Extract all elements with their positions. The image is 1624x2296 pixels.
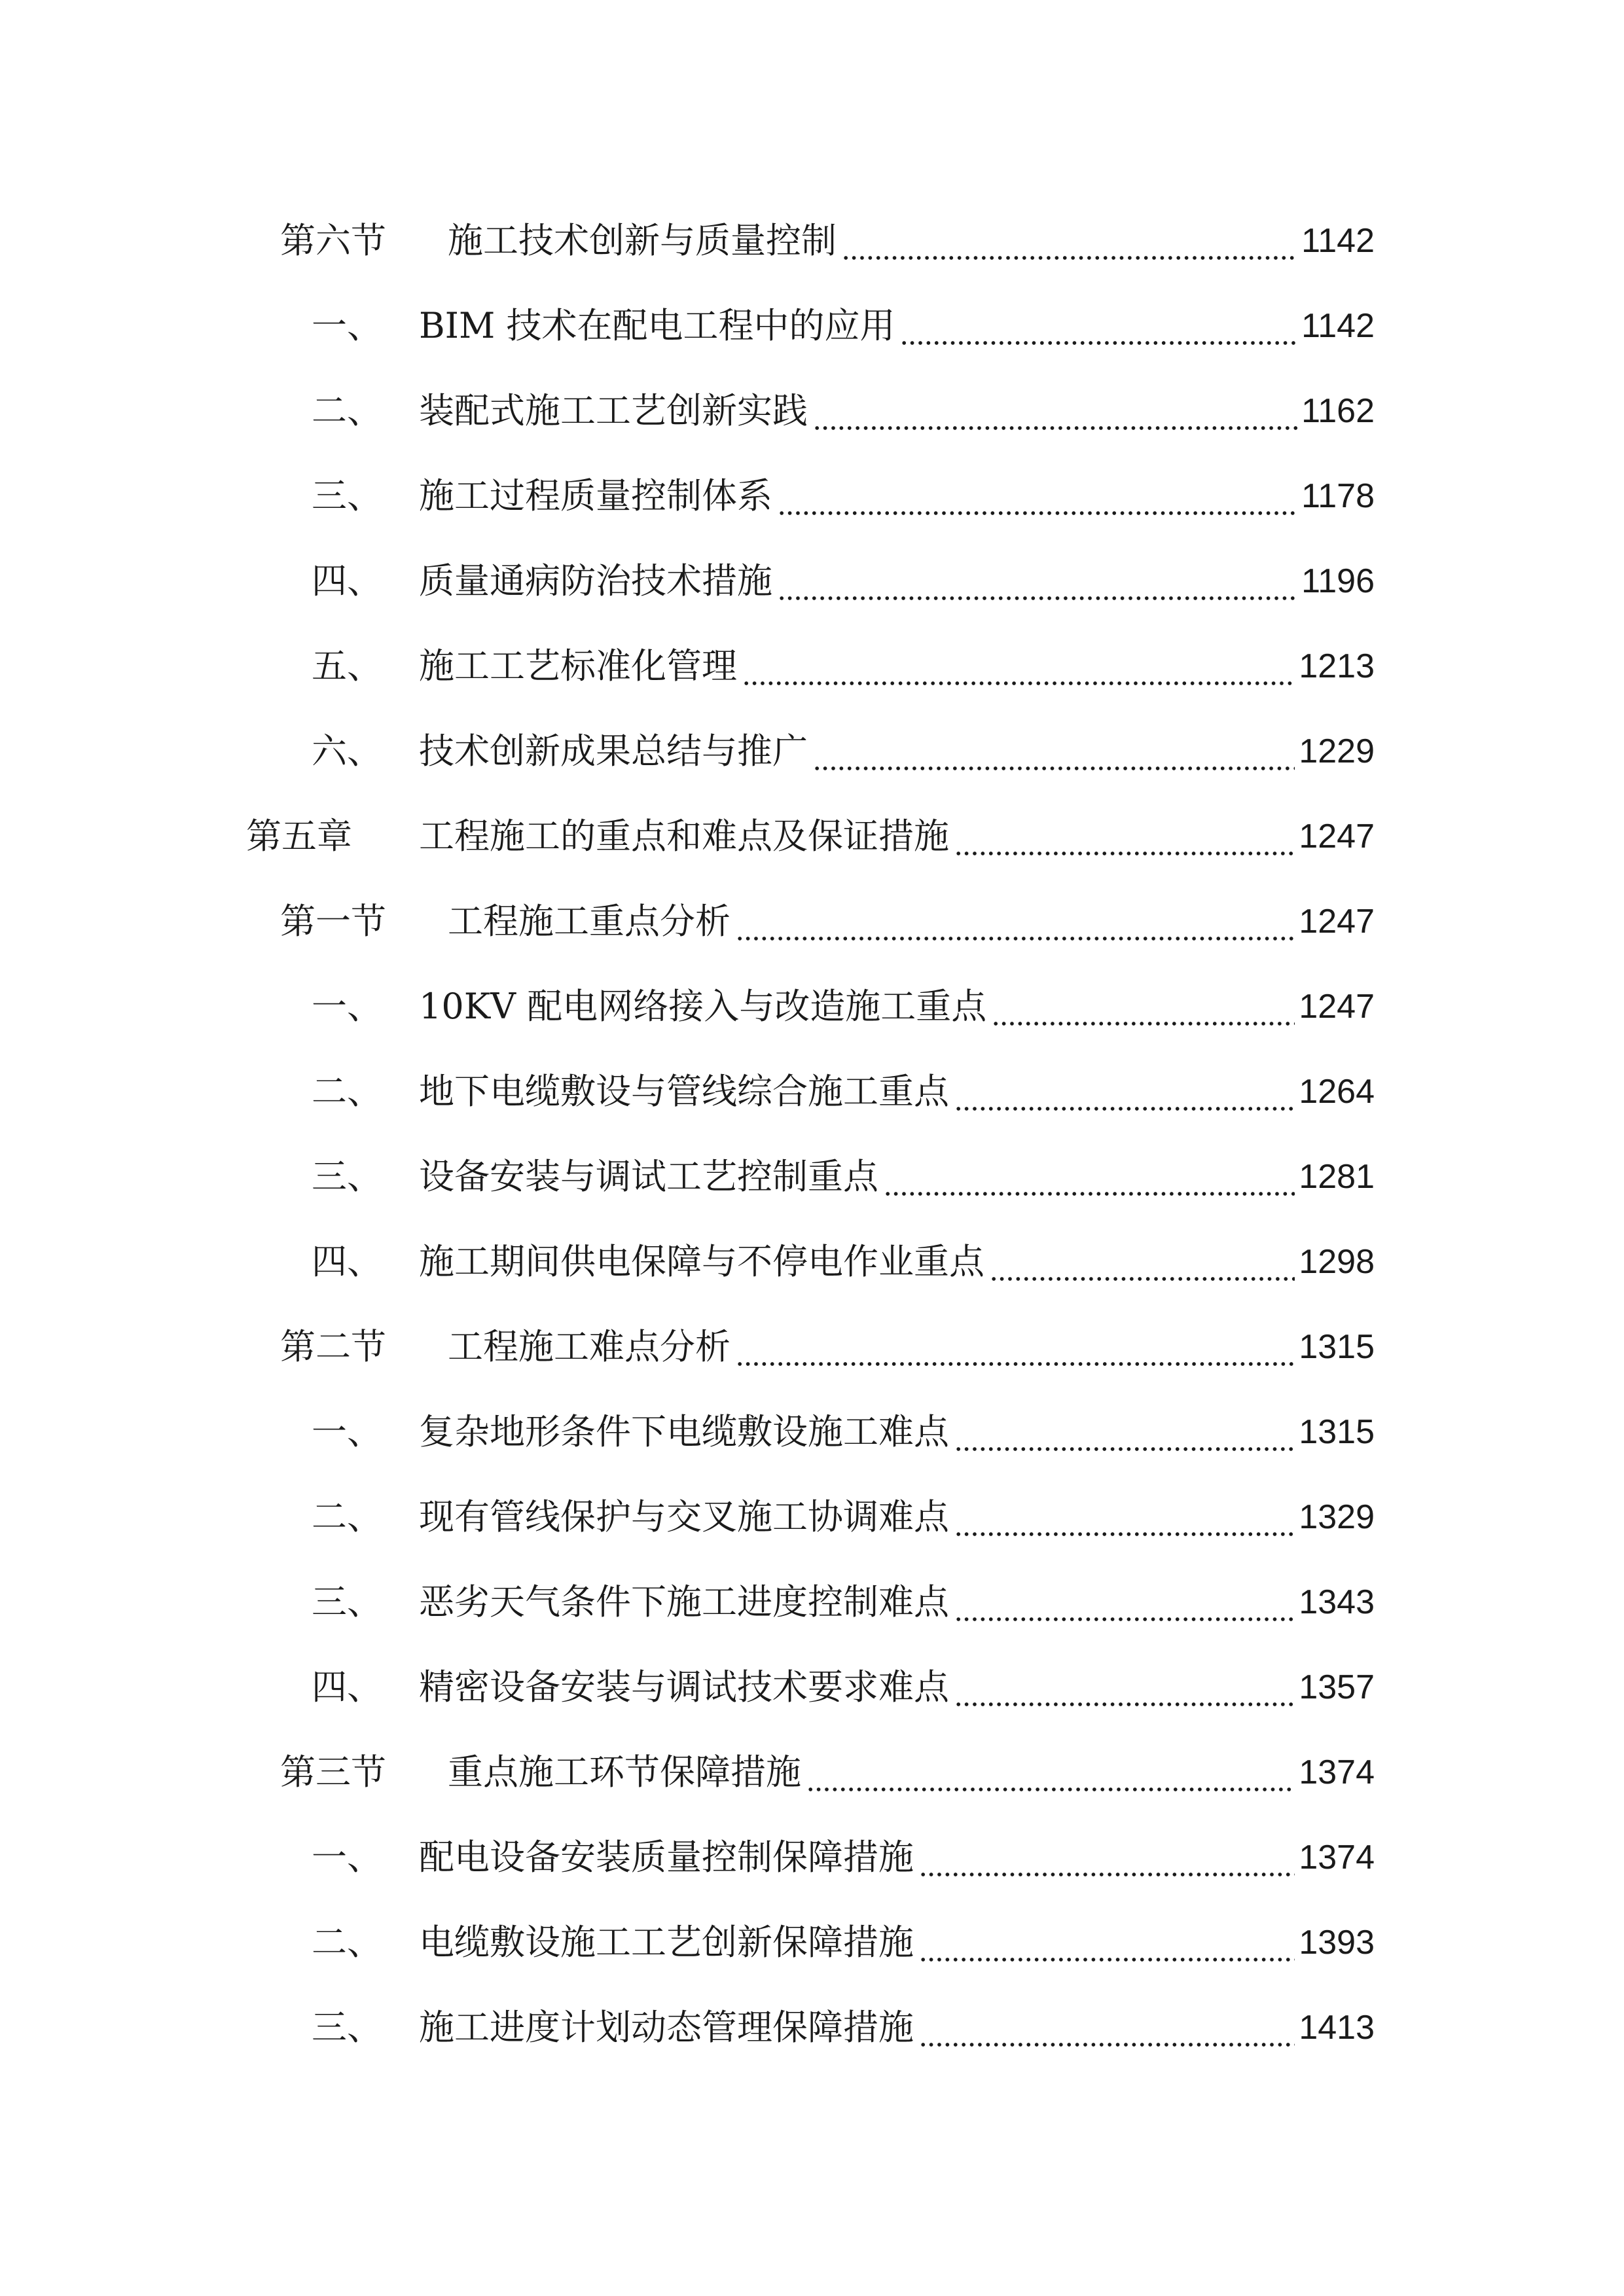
- toc-entry[interactable]: [0, 804, 1624, 869]
- toc-entry-number: 三、: [312, 1156, 382, 1197]
- toc-entry-title: 电缆敷设施工工艺创新保障措施: [419, 1922, 914, 1963]
- toc-entry[interactable]: [0, 463, 1624, 529]
- toc-entry-number: 三、: [312, 2007, 382, 2048]
- dot-leader: [954, 1655, 1295, 1720]
- toc-entry-title: 精密设备安装与调试技术要求难点: [419, 1666, 949, 1708]
- toc-entry-page: 1142: [1301, 307, 1375, 345]
- toc-entry-page: 1343: [1299, 1583, 1375, 1621]
- toc-entry-title: 质量通病防治技术措施: [419, 560, 772, 601]
- toc-entry[interactable]: [0, 1740, 1624, 1805]
- toc-entry[interactable]: [0, 1314, 1624, 1380]
- toc-entry-title: 恶劣天气条件下施工进度控制难点: [419, 1581, 949, 1623]
- dot-leader: [990, 1229, 1295, 1295]
- dot-leader: [813, 378, 1297, 444]
- dot-leader: [884, 1144, 1295, 1210]
- toc-entry-page: 1315: [1299, 1328, 1375, 1366]
- toc-entry-title: 工程施工重点分析: [448, 901, 731, 942]
- toc-entry[interactable]: [0, 889, 1624, 954]
- toc-entry-title: 施工进度计划动态管理保障措施: [419, 2007, 914, 2048]
- toc-entry[interactable]: [0, 548, 1624, 614]
- toc-entry-page: 1374: [1299, 1839, 1375, 1876]
- toc-entry-number: 二、: [312, 1496, 382, 1537]
- toc-entry-title: 设备安装与调试工艺控制重点: [419, 1156, 878, 1197]
- dot-leader: [954, 1399, 1295, 1465]
- toc-entry-title: 工程施工难点分析: [448, 1326, 731, 1367]
- toc-entry-number: 第六节: [280, 220, 386, 261]
- dot-leader: [919, 1825, 1295, 1890]
- dot-leader: [742, 634, 1295, 699]
- toc-entry-page: 1213: [1299, 647, 1375, 685]
- dot-leader: [954, 1059, 1295, 1124]
- dot-leader: [992, 974, 1295, 1039]
- toc-entry[interactable]: [0, 1910, 1624, 1975]
- toc-entry[interactable]: [0, 1144, 1624, 1210]
- toc-entry-title: 施工期间供电保障与不停电作业重点: [419, 1241, 984, 1282]
- toc-entry[interactable]: [0, 974, 1624, 1039]
- toc-entry-page: 1374: [1299, 1753, 1375, 1791]
- toc-entry[interactable]: [0, 1059, 1624, 1124]
- toc-entry-title: 配电设备安装质量控制保障措施: [419, 1837, 914, 1878]
- toc-entry-page: 1142: [1301, 222, 1375, 260]
- toc-entry[interactable]: [0, 378, 1624, 444]
- toc-entry-number: 一、: [312, 986, 382, 1027]
- toc-entry-page: 1393: [1299, 1924, 1375, 1962]
- toc-entry-number: 二、: [312, 1071, 382, 1112]
- toc-entry-number: 一、: [312, 305, 382, 346]
- toc-entry-number: 四、: [312, 1666, 382, 1708]
- toc-entry-number: 第二节: [280, 1326, 386, 1367]
- toc-entry-number: 三、: [312, 475, 382, 516]
- toc-entry-number: 二、: [312, 1922, 382, 1963]
- dot-leader: [736, 1314, 1295, 1380]
- toc-entry-page: 1247: [1299, 988, 1375, 1026]
- toc-entry[interactable]: [0, 1399, 1624, 1465]
- dot-leader: [954, 1484, 1295, 1550]
- toc-entry-number: 六、: [312, 730, 382, 772]
- dot-leader: [778, 548, 1297, 614]
- dot-leader: [778, 463, 1297, 529]
- toc-entry-page: 1196: [1301, 562, 1375, 600]
- toc-entry[interactable]: [0, 1825, 1624, 1890]
- toc-entry[interactable]: [0, 1655, 1624, 1720]
- toc-entry-title: 工程施工的重点和难点及保证措施: [419, 816, 949, 857]
- toc-entry-page: 1281: [1299, 1158, 1375, 1196]
- toc-entry-number: 一、: [312, 1837, 382, 1878]
- dot-leader: [806, 1740, 1295, 1805]
- toc-entry-title: 10KV 配电网络接入与改造施工重点: [419, 986, 987, 1027]
- dot-leader: [842, 208, 1297, 274]
- toc-entry-number: 一、: [312, 1411, 382, 1452]
- dot-leader: [919, 1910, 1295, 1975]
- toc-entry-page: 1247: [1299, 817, 1375, 855]
- toc-entry-number: 第三节: [280, 1751, 386, 1793]
- toc-entry-page: 1247: [1299, 903, 1375, 941]
- toc-entry-number: 二、: [312, 390, 382, 431]
- toc-entry-number: 第一节: [280, 901, 386, 942]
- dot-leader: [900, 293, 1297, 359]
- toc-entry-page: 1162: [1301, 392, 1375, 430]
- dot-leader: [954, 1570, 1295, 1635]
- toc-entry[interactable]: [0, 1995, 1624, 2060]
- dot-leader: [813, 719, 1295, 784]
- toc-entry[interactable]: [0, 719, 1624, 784]
- toc-entry-number: 四、: [312, 1241, 382, 1282]
- dot-leader: [954, 804, 1295, 869]
- toc-entry-page: 1357: [1299, 1668, 1375, 1706]
- dot-leader: [736, 889, 1295, 954]
- toc-entry-number: 第五章: [246, 816, 352, 857]
- toc-entry-page: 1229: [1299, 732, 1375, 770]
- toc-entry-title: 重点施工环节保障措施: [448, 1751, 801, 1793]
- toc-entry-page: 1264: [1299, 1073, 1375, 1111]
- toc-entry-title: 地下电缆敷设与管线综合施工重点: [419, 1071, 949, 1112]
- toc-entry-page: 1413: [1299, 2009, 1375, 2047]
- toc-entry-title: 施工过程质量控制体系: [419, 475, 772, 516]
- toc-entry[interactable]: [0, 1229, 1624, 1295]
- toc-entry[interactable]: [0, 208, 1624, 274]
- toc-entry-number: 四、: [312, 560, 382, 601]
- toc-entry[interactable]: [0, 1570, 1624, 1635]
- toc-entry-title: 技术创新成果总结与推广: [419, 730, 808, 772]
- toc-entry[interactable]: [0, 293, 1624, 359]
- toc-entry-title: 复杂地形条件下电缆敷设施工难点: [419, 1411, 949, 1452]
- toc-entry[interactable]: [0, 634, 1624, 699]
- toc-entry-title: 现有管线保护与交叉施工协调难点: [419, 1496, 949, 1537]
- toc-entry[interactable]: [0, 1484, 1624, 1550]
- toc-entry-title: 施工工艺标准化管理: [419, 645, 737, 687]
- toc-entry-title: BIM 技术在配电工程中的应用: [419, 305, 895, 346]
- toc-entry-title: 装配式施工工艺创新实践: [419, 390, 808, 431]
- toc-entry-page: 1315: [1299, 1413, 1375, 1451]
- toc-entry-number: 三、: [312, 1581, 382, 1623]
- toc-entry-number: 五、: [312, 645, 382, 687]
- toc-entry-title: 施工技术创新与质量控制: [448, 220, 837, 261]
- toc-entry-page: 1298: [1299, 1243, 1375, 1281]
- toc-entry-page: 1178: [1301, 477, 1375, 515]
- dot-leader: [919, 1995, 1295, 2060]
- toc-entry-page: 1329: [1299, 1498, 1375, 1536]
